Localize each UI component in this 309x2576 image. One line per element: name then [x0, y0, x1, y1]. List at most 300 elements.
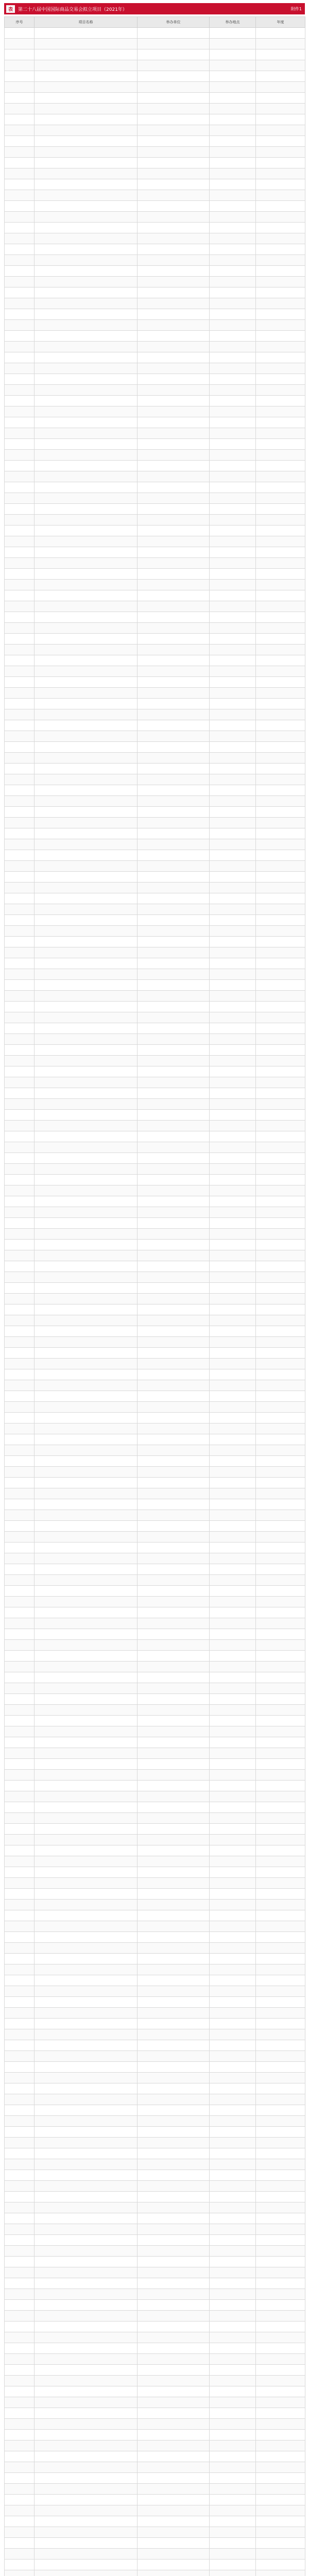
table-cell — [35, 461, 138, 471]
table-cell — [35, 580, 138, 590]
table-cell — [210, 2062, 256, 2073]
table-cell — [256, 71, 305, 82]
table-cell — [210, 158, 256, 168]
table-cell — [210, 1878, 256, 1889]
table-cell — [5, 1943, 35, 1954]
table-cell — [5, 287, 35, 298]
table-cell — [256, 471, 305, 482]
table-cell — [256, 1304, 305, 1315]
table-cell — [256, 82, 305, 93]
table-cell — [256, 2430, 305, 2441]
table-cell — [35, 2473, 138, 2484]
table-cell — [138, 818, 210, 828]
table-cell — [35, 742, 138, 753]
table-cell — [35, 1705, 138, 1716]
table-cell — [210, 1597, 256, 1607]
table-cell — [256, 904, 305, 915]
table-cell — [210, 1012, 256, 1023]
table-cell — [210, 2278, 256, 2289]
table-cell — [35, 2138, 138, 2148]
table-cell — [35, 28, 138, 39]
table-cell — [210, 1045, 256, 1056]
table-row — [5, 753, 305, 764]
table-cell — [5, 2343, 35, 2354]
table-cell — [138, 1207, 210, 1218]
table-cell — [5, 2332, 35, 2343]
table-cell — [5, 1986, 35, 1997]
table-cell — [138, 1759, 210, 1770]
table-cell — [5, 244, 35, 255]
table-cell — [256, 753, 305, 764]
table-cell — [35, 2397, 138, 2408]
table-row — [5, 2008, 305, 2019]
table-cell — [138, 645, 210, 655]
table-cell — [138, 309, 210, 320]
table-cell — [5, 861, 35, 872]
table-cell — [138, 1575, 210, 1586]
table-row — [5, 1597, 305, 1607]
table-row — [5, 893, 305, 904]
table-cell — [138, 493, 210, 504]
table-row — [5, 1618, 305, 1629]
table-cell — [35, 1142, 138, 1153]
table-cell — [35, 2549, 138, 2560]
table-cell — [35, 2019, 138, 2029]
table-cell — [35, 601, 138, 612]
table-cell — [210, 1391, 256, 1402]
table-cell — [5, 1348, 35, 1359]
attachment-label: 附件1 — [290, 6, 302, 11]
table-row — [5, 1380, 305, 1391]
table-cell — [256, 1791, 305, 1802]
table-cell — [35, 1543, 138, 1553]
table-cell — [5, 1434, 35, 1445]
table-cell — [5, 309, 35, 320]
table-row — [5, 2505, 305, 2516]
table-cell — [256, 1770, 305, 1781]
table-cell — [210, 2094, 256, 2105]
table-cell — [256, 1359, 305, 1369]
table-cell — [35, 1997, 138, 2008]
table-cell — [138, 168, 210, 179]
table-row — [5, 1910, 305, 1921]
table-cell — [256, 428, 305, 439]
table-cell — [256, 1607, 305, 1618]
table-row — [5, 2224, 305, 2235]
table-cell — [5, 212, 35, 223]
table-cell — [35, 1304, 138, 1315]
table-cell — [35, 709, 138, 720]
table-cell — [256, 818, 305, 828]
table-cell — [35, 320, 138, 331]
table-cell — [138, 1553, 210, 1564]
table-cell — [210, 2224, 256, 2235]
table-cell — [210, 1077, 256, 1088]
table-row — [5, 2040, 305, 2051]
table-cell — [5, 2484, 35, 2495]
column-header: 项目名称 — [35, 17, 138, 28]
table-cell — [35, 515, 138, 526]
table-cell — [5, 2127, 35, 2138]
table-cell — [5, 417, 35, 428]
table-cell — [5, 201, 35, 212]
table-cell — [256, 2192, 305, 2202]
table-cell — [210, 2441, 256, 2451]
table-cell — [138, 1651, 210, 1662]
table-cell — [138, 1845, 210, 1856]
page-title: 第二十八届中国国际商品交易会拟立项目（2021年） — [18, 7, 127, 12]
table-cell — [138, 2192, 210, 2202]
table-cell — [256, 2527, 305, 2538]
table-cell — [5, 342, 35, 352]
table-cell — [138, 287, 210, 298]
table-cell — [5, 1586, 35, 1597]
table-cell — [210, 428, 256, 439]
table-cell — [5, 547, 35, 558]
table-row — [5, 1218, 305, 1229]
table-cell — [256, 2029, 305, 2040]
table-cell — [5, 1229, 35, 1240]
table-cell — [35, 991, 138, 1002]
table-cell — [35, 2235, 138, 2246]
table-cell — [5, 828, 35, 839]
table-cell — [35, 1283, 138, 1294]
table-cell — [5, 2570, 35, 2576]
table-cell — [210, 2040, 256, 2051]
table-cell — [35, 980, 138, 991]
table-cell — [256, 1510, 305, 1521]
table-cell — [210, 2138, 256, 2148]
table-row — [5, 1705, 305, 1716]
table-cell — [35, 2029, 138, 2040]
table-cell — [256, 125, 305, 136]
table-cell — [5, 2224, 35, 2235]
table-cell — [138, 883, 210, 893]
table-cell — [5, 2408, 35, 2419]
table-cell — [138, 2170, 210, 2181]
table-cell — [210, 958, 256, 969]
table-row — [5, 2430, 305, 2441]
table-cell — [256, 1153, 305, 1164]
table-cell — [35, 655, 138, 666]
table-cell — [256, 774, 305, 785]
table-cell — [256, 49, 305, 60]
table-cell — [210, 1423, 256, 1434]
table-cell — [256, 666, 305, 677]
table-cell — [138, 298, 210, 309]
table-cell — [256, 309, 305, 320]
table-cell — [35, 2083, 138, 2094]
table-cell — [35, 2516, 138, 2527]
table-row — [5, 439, 305, 450]
table-cell — [210, 731, 256, 742]
table-cell — [210, 2451, 256, 2462]
table-row — [5, 2343, 305, 2354]
table-cell — [138, 1726, 210, 1737]
table-cell — [5, 1369, 35, 1380]
table-cell — [256, 2397, 305, 2408]
table-cell — [210, 2365, 256, 2376]
table-cell — [35, 2462, 138, 2473]
table-cell — [256, 1543, 305, 1553]
table-cell — [138, 2289, 210, 2300]
table-cell — [35, 1099, 138, 1110]
table-cell — [5, 1705, 35, 1716]
table-cell — [256, 1434, 305, 1445]
table-row — [5, 1629, 305, 1640]
table-cell — [35, 1185, 138, 1196]
table-row — [5, 1997, 305, 2008]
table-cell — [138, 2386, 210, 2397]
table-cell — [138, 980, 210, 991]
table-cell — [138, 2538, 210, 2549]
table-cell — [5, 958, 35, 969]
table-cell — [138, 666, 210, 677]
table-cell — [256, 1218, 305, 1229]
table-cell — [138, 1153, 210, 1164]
table-cell — [256, 1023, 305, 1034]
table-cell — [210, 818, 256, 828]
table-cell — [256, 915, 305, 926]
table-cell — [5, 2419, 35, 2430]
table-cell — [5, 1023, 35, 1034]
table-cell — [138, 1964, 210, 1975]
table-cell — [5, 1867, 35, 1878]
table-cell — [138, 1164, 210, 1175]
table-cell — [256, 1651, 305, 1662]
table-cell — [210, 1413, 256, 1423]
table-cell — [210, 2300, 256, 2311]
table-cell — [35, 569, 138, 580]
table-cell — [138, 49, 210, 60]
table-cell — [138, 2570, 210, 2576]
table-cell — [256, 2170, 305, 2181]
table-cell — [138, 1283, 210, 1294]
table-cell — [256, 2343, 305, 2354]
table-cell — [210, 1034, 256, 1045]
table-row — [5, 1499, 305, 1510]
table-cell — [138, 526, 210, 536]
table-row — [5, 1142, 305, 1153]
table-cell — [35, 2094, 138, 2105]
table-cell — [138, 904, 210, 915]
table-cell — [256, 439, 305, 450]
table-cell — [35, 2441, 138, 2451]
table-row — [5, 2408, 305, 2419]
table-cell — [138, 60, 210, 71]
table-cell — [210, 828, 256, 839]
table-cell — [5, 580, 35, 590]
table-row — [5, 1315, 305, 1326]
table-cell — [256, 233, 305, 244]
table-cell — [138, 1943, 210, 1954]
table-row — [5, 1467, 305, 1478]
table-cell — [138, 1640, 210, 1651]
table-cell — [256, 1445, 305, 1456]
table-cell — [210, 893, 256, 904]
table-cell — [210, 1099, 256, 1110]
table-cell — [210, 1845, 256, 1856]
table-cell — [210, 1283, 256, 1294]
table-cell — [5, 320, 35, 331]
table-cell — [35, 634, 138, 645]
table-cell — [35, 526, 138, 536]
table-cell — [256, 2321, 305, 2332]
table-cell — [35, 1716, 138, 1726]
table-cell — [210, 2267, 256, 2278]
table-cell — [5, 1662, 35, 1672]
table-row — [5, 742, 305, 753]
table-row — [5, 764, 305, 774]
table-row — [5, 688, 305, 699]
table-cell — [210, 417, 256, 428]
table-cell — [5, 2051, 35, 2062]
table-row — [5, 2560, 305, 2570]
table-cell — [35, 2408, 138, 2419]
table-row — [5, 2527, 305, 2538]
table-cell — [256, 1824, 305, 1835]
table-cell — [35, 1240, 138, 1250]
table-cell — [210, 569, 256, 580]
table-row — [5, 2419, 305, 2430]
table-cell — [210, 2397, 256, 2408]
table-cell — [35, 1575, 138, 1586]
table-cell — [5, 2170, 35, 2181]
table-cell — [138, 82, 210, 93]
table-cell — [138, 482, 210, 493]
table-row — [5, 1423, 305, 1434]
table-cell — [210, 147, 256, 158]
table-cell — [5, 536, 35, 547]
table-cell — [138, 1662, 210, 1672]
table-cell — [138, 569, 210, 580]
table-row — [5, 158, 305, 168]
table-cell — [5, 1553, 35, 1564]
table-cell — [138, 1737, 210, 1748]
table-cell — [210, 287, 256, 298]
table-row — [5, 201, 305, 212]
table-cell — [5, 450, 35, 461]
table-row — [5, 1131, 305, 1142]
table-cell — [210, 93, 256, 104]
table-cell — [210, 71, 256, 82]
table-cell — [35, 2365, 138, 2376]
table-cell — [210, 2257, 256, 2267]
table-cell — [210, 2213, 256, 2224]
table-cell — [35, 590, 138, 601]
table-row — [5, 1943, 305, 1954]
table-row — [5, 396, 305, 406]
table-row — [5, 1889, 305, 1900]
table-row — [5, 2181, 305, 2192]
table-cell — [256, 2365, 305, 2376]
table-row — [5, 1478, 305, 1488]
table-row — [5, 1532, 305, 1543]
table-cell — [256, 1402, 305, 1413]
table-cell — [138, 720, 210, 731]
table-row — [5, 493, 305, 504]
table-cell — [256, 1294, 305, 1304]
table-cell — [5, 850, 35, 861]
table-cell — [5, 915, 35, 926]
table-cell — [5, 1651, 35, 1662]
table-cell — [256, 1662, 305, 1672]
table-cell — [5, 623, 35, 634]
table-cell — [5, 39, 35, 49]
table-cell — [256, 872, 305, 883]
table-cell — [35, 828, 138, 839]
table-cell — [35, 1694, 138, 1705]
table-row — [5, 2192, 305, 2202]
table-row — [5, 1586, 305, 1597]
table-cell — [5, 1716, 35, 1726]
table-row — [5, 612, 305, 623]
table-cell — [138, 1326, 210, 1337]
table-cell — [138, 1056, 210, 1066]
table-cell — [35, 904, 138, 915]
table-cell — [138, 2419, 210, 2430]
table-cell — [138, 71, 210, 82]
table-cell — [5, 1575, 35, 1586]
table-cell — [210, 1662, 256, 1672]
table-cell — [210, 2148, 256, 2159]
table-row — [5, 2073, 305, 2083]
table-cell — [138, 93, 210, 104]
table-cell — [35, 1597, 138, 1607]
table-cell — [138, 1586, 210, 1597]
table-row — [5, 2397, 305, 2408]
table-cell — [210, 2332, 256, 2343]
table-row — [5, 969, 305, 980]
table-cell — [5, 2527, 35, 2538]
table-cell — [5, 731, 35, 742]
table-row — [5, 796, 305, 807]
table-cell — [256, 104, 305, 114]
table-cell — [35, 2181, 138, 2192]
table-cell — [35, 1034, 138, 1045]
table-cell — [35, 1369, 138, 1380]
table-cell — [138, 742, 210, 753]
table-cell — [210, 753, 256, 764]
table-row — [5, 1283, 305, 1294]
table-cell — [210, 536, 256, 547]
table-cell — [210, 363, 256, 374]
table-cell — [35, 1315, 138, 1326]
table-cell — [138, 2040, 210, 2051]
table-cell — [5, 980, 35, 991]
table-cell — [256, 796, 305, 807]
table-cell — [256, 1553, 305, 1564]
table-cell — [35, 2527, 138, 2538]
table-cell — [256, 114, 305, 125]
table-cell — [5, 2386, 35, 2397]
table-cell — [138, 2051, 210, 2062]
table-cell — [35, 342, 138, 352]
table-cell — [256, 980, 305, 991]
table-cell — [138, 1770, 210, 1781]
table-cell — [210, 861, 256, 872]
table-cell — [35, 2354, 138, 2365]
table-cell — [35, 2008, 138, 2019]
table-cell — [210, 1813, 256, 1824]
table-cell — [35, 190, 138, 201]
table-row — [5, 2376, 305, 2386]
table-row — [5, 2105, 305, 2116]
table-cell — [256, 136, 305, 147]
table-cell — [35, 1056, 138, 1066]
table-cell — [138, 634, 210, 645]
table-cell — [256, 1337, 305, 1348]
